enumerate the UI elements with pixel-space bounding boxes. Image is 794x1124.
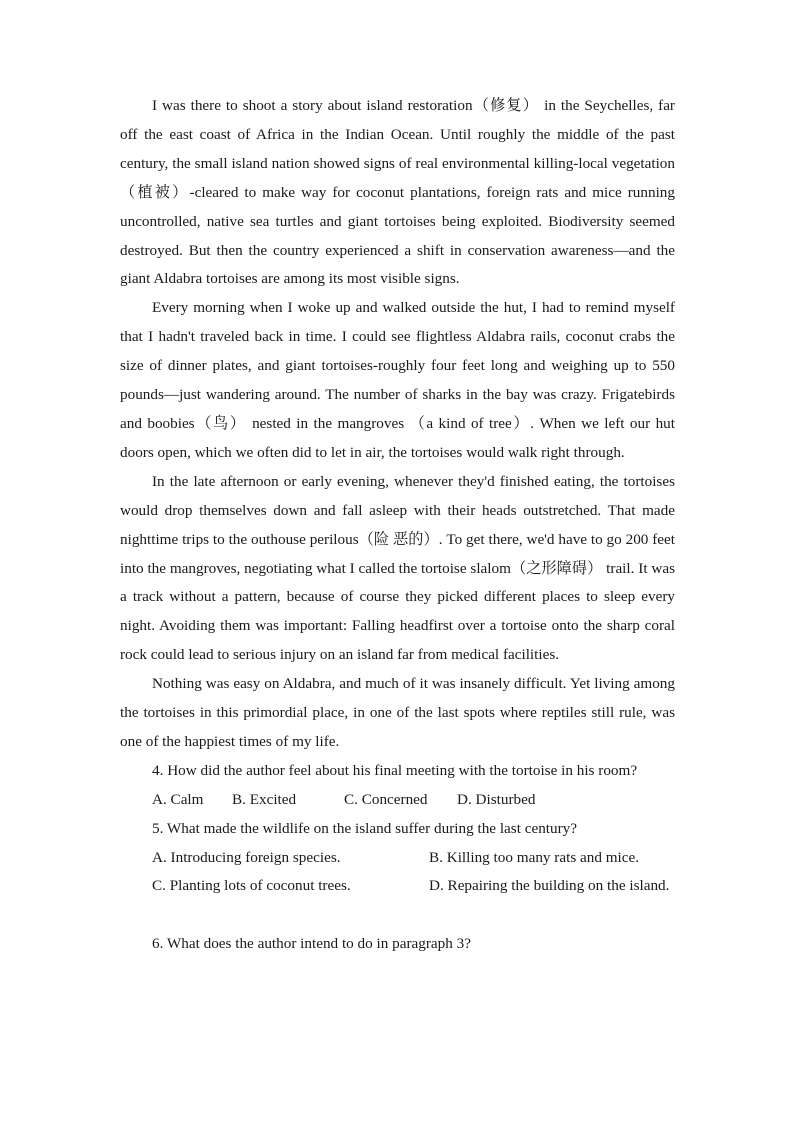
paragraph-3: In the late afternoon or early evening, whenever they'd finished eating, the tortoises would drop themselves down and fall asleep with their heads outstretched. That made nighttime trips to the outhouse perilous（险 恶的）. To get there, we'd have to go 200 feet into the mangroves, negotiating what I called the tortoise slalom（之形障碍） trail. It was a track without a pattern, because of course they picked different places to sleep every night. Avoiding them was important: Falling headfirst over a tortoise onto the sharp coral rock could lead to serious injury on an island far from medical facilities. (120, 472, 675, 664)
document-page (120, 92, 675, 959)
question-6-stem: 6. What does the author intend to do in paragraph 3? (152, 935, 471, 953)
question-5-options-row-2 (120, 872, 675, 901)
question-5-option-d-wrap-spacer (120, 901, 675, 930)
question-4-options (120, 786, 675, 815)
question-4-option-a: A. Calm (152, 790, 204, 808)
question-5-option-d: D. Repairing the building on the island. (429, 877, 670, 895)
question-5-options-row-1 (120, 844, 675, 873)
question-4-stem: 4. How did the author feel about his final meeting with the tortoise in his room? (152, 761, 638, 779)
paragraph-1: I was there to shoot a story about island restoration（修复） in the Seychelles, far off the east coast of Africa in the Indian Ocean. Until roughly the middle of the past century, the small island nation showed signs of real environmental killing-local vegetation（植被）-cleared to make way for coconut plantations, foreign rats and mice running uncontrolled, native sea turtles and giant tortoises being exploited. Biodiversity seemed destroyed. But then the country experienced a shift in conservation awareness—and the giant Aldabra tortoises are among its most visible signs. (120, 97, 675, 288)
question-5-option-b: B. Killing too many rats and mice. (429, 848, 640, 866)
paragraph-2: Every morning when I woke up and walked outside the hut, I had to remind myself that I hadn't traveled back in time. I could see flightless Aldabra rails, coconut crabs the size of dinner plates, and giant tortoises-roughly four feet long and weighing up to 550 pounds—just wandering around. The number of sharks in the bay was crazy. Frigatebirds and boobies（鸟） nested in the mangroves （a kind of tree）. When we left our hut doors open, which we often did to let in air, the tortoises would walk right through. (120, 299, 675, 461)
question-5-option-a: A. Introducing foreign species. (152, 848, 341, 866)
question-4-option-c: C. Concerned (344, 790, 428, 808)
paragraph-4: Nothing was easy on Aldabra, and much of it was insanely difficult. Yet living among the tortoises in this primordial place, in one of the last spots where reptiles still rule, was one of the happiest times of my life. (120, 675, 675, 750)
question-4-option-d: D. Disturbed (457, 790, 536, 808)
question-5-option-c: C. Planting lots of coconut trees. (152, 877, 351, 895)
question-4-option-b: B. Excited (232, 790, 297, 808)
question-5-stem: 5. What made the wildlife on the island suffer during the last century? (152, 819, 577, 837)
